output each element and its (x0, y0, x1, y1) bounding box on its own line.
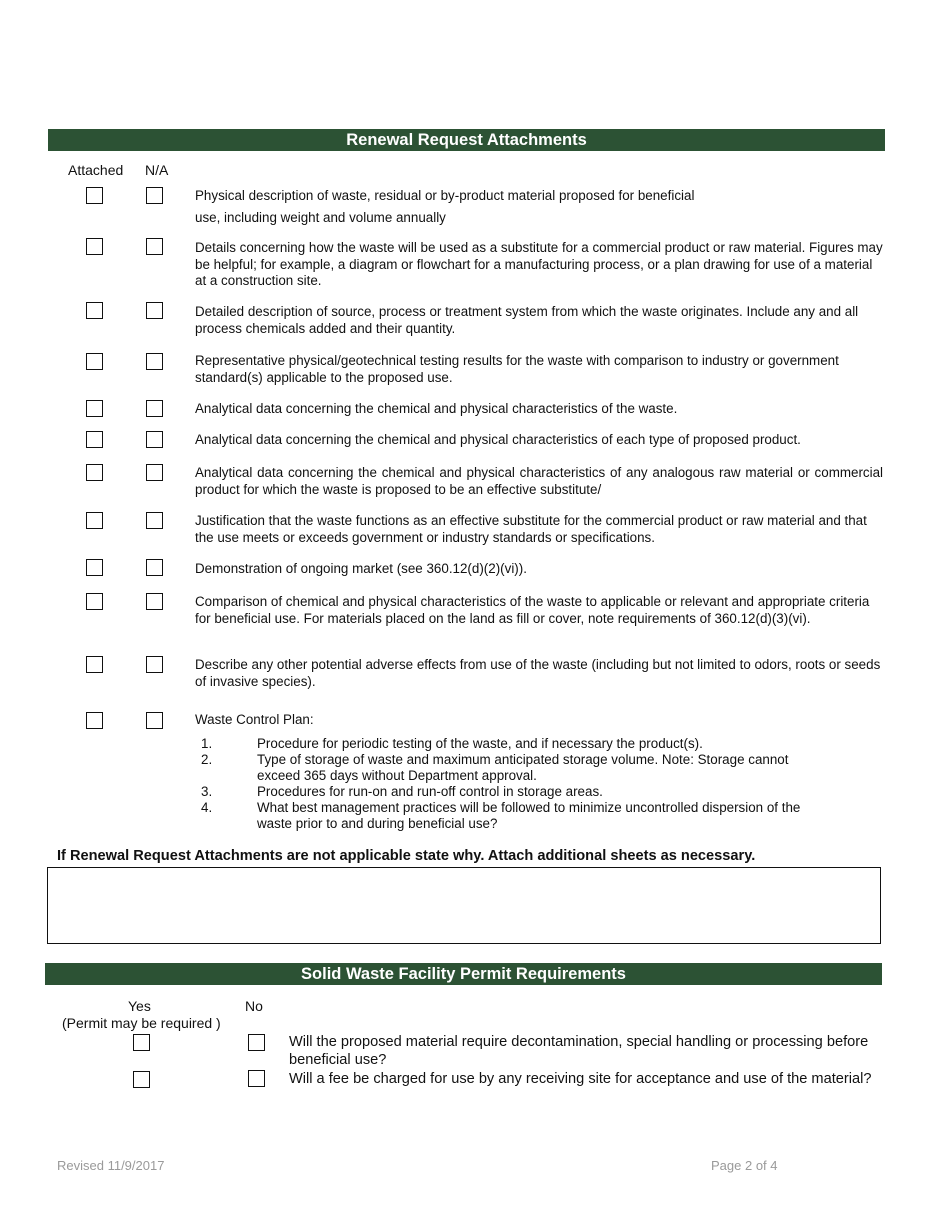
item-5-attached-checkbox[interactable] (86, 400, 103, 417)
item-2-na-checkbox[interactable] (146, 238, 163, 255)
item-1-na-checkbox[interactable] (146, 187, 163, 204)
item-7-text: Analytical data concerning the chemical and physical characteristics of any analogous raw material or commercial product for which the waste is proposed to be an effective substitute/ (195, 465, 883, 497)
renewal-attachments-header: Renewal Request Attachments (48, 129, 885, 151)
item-2-attached-checkbox[interactable] (86, 238, 103, 255)
item-9-na-checkbox[interactable] (146, 559, 163, 576)
item-10-text: Comparison of chemical and physical characteristics of the waste to applicable or relevant and appropriate criteria for beneficial use. For materials placed on the land as fill or cover, note requirements of 360.12(d)(3)(vi). (195, 594, 870, 626)
not-applicable-note: If Renewal Request Attachments are not applicable state why. Attach additional sheets as necessary. (57, 848, 756, 864)
question-2-no-checkbox[interactable] (248, 1070, 265, 1087)
page-number: Page 2 of 4 (711, 1158, 778, 1173)
no-column-header: No (245, 998, 263, 1014)
question-2-text: Will a fee be charged for use by any receiving site for acceptance and use of the material? (289, 1071, 872, 1087)
plan-item-4-text: What best management practices will be followed to minimize uncontrolled dispersion of the waste prior to and during beneficial use? (257, 800, 801, 831)
question-1-text: Will the proposed material require decontamination, special handling or processing before beneficial use? (289, 1034, 869, 1068)
revision-date: Revised 11/9/2017 (57, 1158, 165, 1173)
question-1-yes-checkbox[interactable] (133, 1034, 150, 1051)
item-11-attached-checkbox[interactable] (86, 656, 103, 673)
item-10-na-checkbox[interactable] (146, 593, 163, 610)
item-12-attached-checkbox[interactable] (86, 712, 103, 729)
item-9-text: Demonstration of ongoing market (see 360.12(d)(2)(vi)). (195, 561, 527, 576)
item-3-na-checkbox[interactable] (146, 302, 163, 319)
plan-item-3-number: 3. (201, 784, 213, 799)
item-2-text: Details concerning how the waste will be used as a substitute for a commercial product or raw material. Figures may be helpful; for example, a diagram or flowchart for a manufacturing process, or a plan drawing for use of a material at a construction site. (195, 240, 883, 288)
plan-item-4-number: 4. (201, 800, 213, 815)
item-10-attached-checkbox[interactable] (86, 593, 103, 610)
item-3-attached-checkbox[interactable] (86, 302, 103, 319)
permit-requirements-header: Solid Waste Facility Permit Requirements (45, 963, 882, 985)
plan-item-1-text: Procedure for periodic testing of the waste, and if necessary the product(s). (257, 736, 703, 751)
item-7-na-checkbox[interactable] (146, 464, 163, 481)
item-1-text: Physical description of waste, residual or by-product material proposed for beneficial (195, 188, 695, 203)
item-9-attached-checkbox[interactable] (86, 559, 103, 576)
item-6-attached-checkbox[interactable] (86, 431, 103, 448)
item-8-na-checkbox[interactable] (146, 512, 163, 529)
item-6-text: Analytical data concerning the chemical and physical characteristics of each type of proposed product. (195, 432, 801, 447)
item-1-attached-checkbox[interactable] (86, 187, 103, 204)
item-4-text: Representative physical/geotechnical testing results for the waste with comparison to industry or government standard(s) applicable to the proposed use. (195, 353, 839, 385)
item-3-text: Detailed description of source, process or treatment system from which the waste originates. Include any and all process chemicals added and their quantity. (195, 304, 859, 336)
na-column-header: N/A (145, 162, 169, 178)
item-12-na-checkbox[interactable] (146, 712, 163, 729)
question-2-yes-checkbox[interactable] (133, 1071, 150, 1088)
item-4-attached-checkbox[interactable] (86, 353, 103, 370)
item-11-text: Describe any other potential adverse effects from use of the waste (including but not limited to odors, roots or seeds of invasive species). (195, 657, 881, 689)
question-1-no-checkbox[interactable] (248, 1034, 265, 1051)
not-applicable-explanation-box[interactable] (47, 867, 881, 944)
item-6-na-checkbox[interactable] (146, 431, 163, 448)
item-4-na-checkbox[interactable] (146, 353, 163, 370)
plan-item-3-text: Procedures for run-on and run-off control in storage areas. (257, 784, 603, 799)
waste-control-plan-title: Waste Control Plan: (195, 712, 314, 727)
plan-item-1-number: 1. (201, 736, 213, 751)
item-7-attached-checkbox[interactable] (86, 464, 103, 481)
item-8-attached-checkbox[interactable] (86, 512, 103, 529)
plan-item-2-number: 2. (201, 752, 213, 767)
attached-column-header: Attached (68, 162, 124, 178)
plan-item-2-text: Type of storage of waste and maximum anticipated storage volume. Note: Storage cannot exceed 365 days without Department approval. (257, 752, 789, 783)
item-11-na-checkbox[interactable] (146, 656, 163, 673)
item-1-text-line2: use, including weight and volume annually (195, 210, 446, 225)
yes-column-header: Yes (128, 998, 151, 1014)
item-5-text: Analytical data concerning the chemical and physical characteristics of the waste. (195, 401, 678, 416)
yes-column-subheader: (Permit may be required ) (62, 1015, 221, 1031)
item-8-text: Justification that the waste functions as an effective substitute for the commercial product or raw material and that the use meets or exceeds government or industry standards or specifications. (195, 513, 867, 545)
item-5-na-checkbox[interactable] (146, 400, 163, 417)
